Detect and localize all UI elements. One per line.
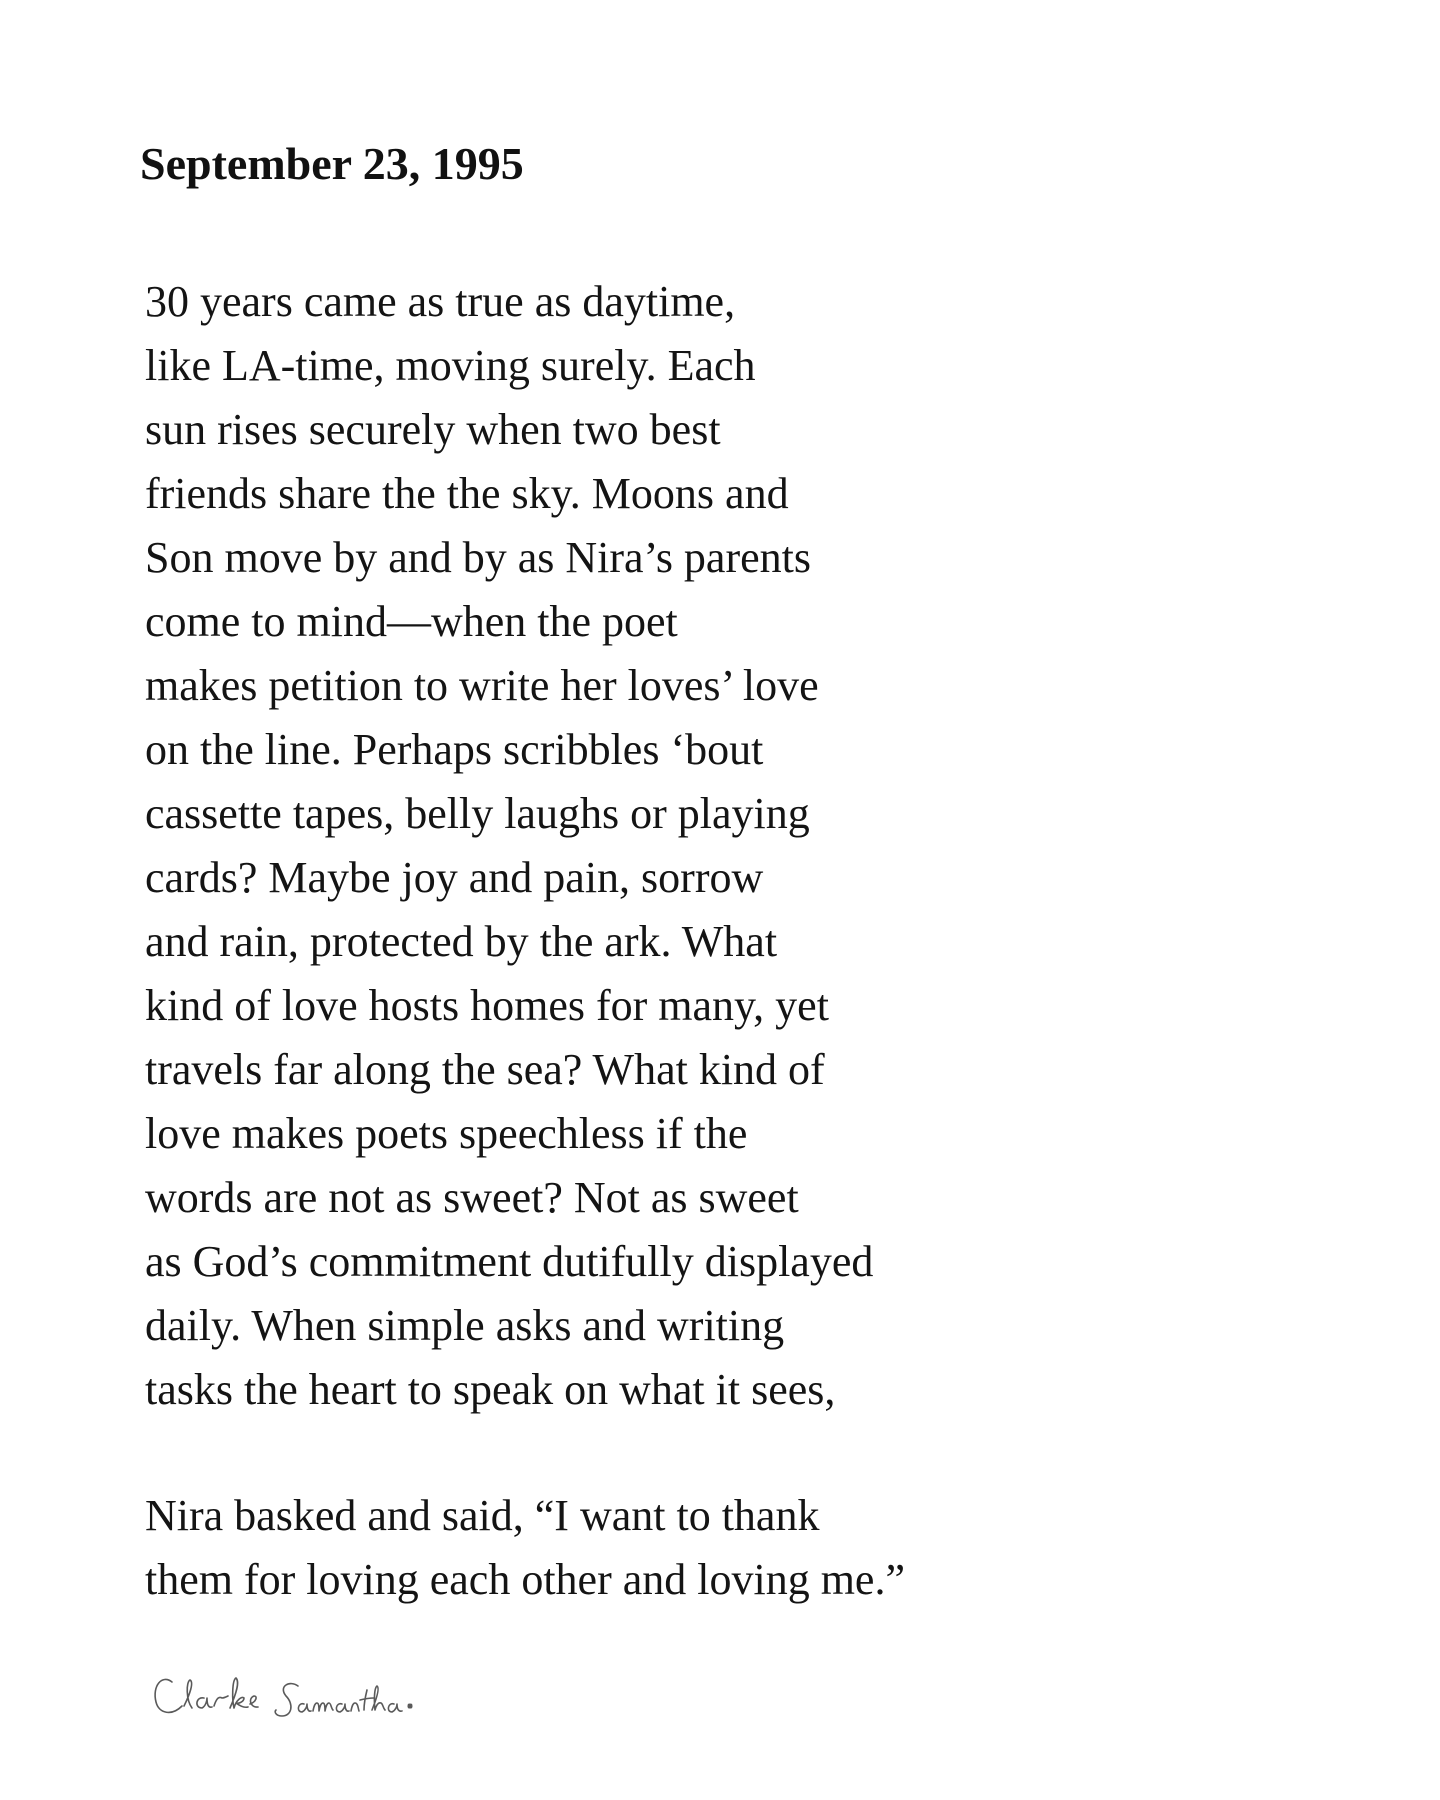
signature-stroke — [155, 1678, 412, 1716]
stanza-1 — [145, 270, 873, 1422]
poem-line: as God’s commitment dutifully displayed — [145, 1237, 874, 1286]
poem-line: like LA-time, moving surely. Each — [145, 341, 756, 390]
poem-line: makes petition to write her loves’ love — [145, 661, 819, 710]
poem-line: kind of love hosts homes for many, yet — [145, 981, 829, 1030]
stanza-2 — [145, 1484, 905, 1612]
poem-title: September 23, 1995 — [140, 138, 524, 189]
poem-line: daily. When simple asks and writing — [145, 1301, 785, 1350]
signature — [150, 1660, 470, 1750]
poem-line: come to mind—when the poet — [145, 597, 678, 646]
poem-line: tasks the heart to speak on what it sees, — [145, 1365, 836, 1414]
poem-line: on the line. Perhaps scribbles ‘bout — [145, 725, 764, 774]
poem-line: cassette tapes, belly laughs or playing — [145, 789, 810, 838]
poem-line: and rain, protected by the ark. What — [145, 917, 778, 966]
poem-line: words are not as sweet? Not as sweet — [145, 1173, 799, 1222]
poem-line: cards? Maybe joy and pain, sorrow — [145, 853, 764, 902]
poem-line: 30 years came as true as daytime, — [145, 277, 736, 326]
poem-line: love makes poets speechless if the — [145, 1109, 748, 1158]
poem-line: travels far along the sea? What kind of — [145, 1045, 825, 1094]
poem-line: them for loving each other and loving me.” — [145, 1555, 905, 1604]
poem-line: Nira basked and said, “I want to thank — [145, 1491, 820, 1540]
poem-line: Son move by and by as Nira’s parents — [145, 533, 811, 582]
poem-line: friends share the the sky. Moons and — [145, 469, 789, 518]
poem-line: sun rises securely when two best — [145, 405, 721, 454]
